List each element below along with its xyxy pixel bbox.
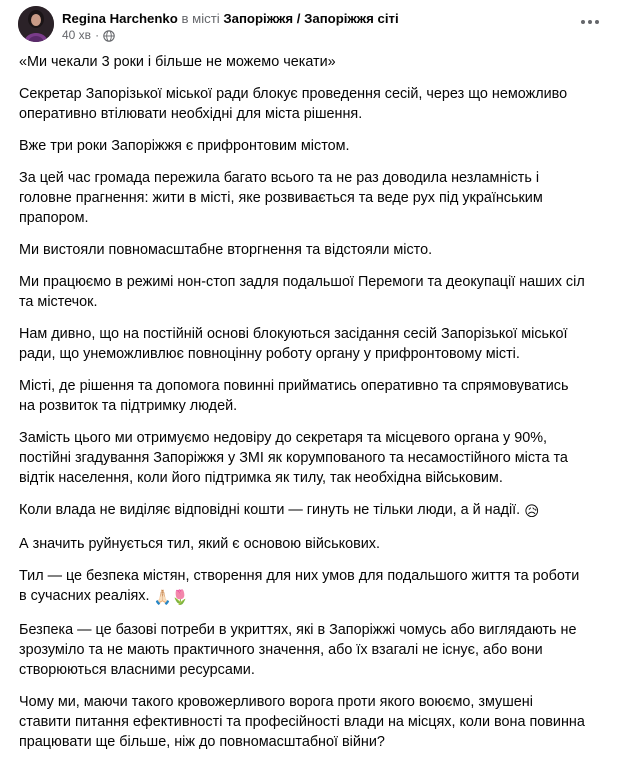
post-meta [62,28,115,43]
post-paragraph: Місті, де рішення та допомога повинні прийматись оперативно та спрямовуватись на розвиток та підтримку людей. [19,378,569,414]
post-paragraph: А значить руйнується тил, який є основою військових. [19,536,380,552]
post-paragraph: Замість цього ми отримуємо недовіру до секретаря та місцевого органа у 90%, постійні згадування Запоріжжя у ЗМІ як корумпованого та несамостійного міста та відтік населення, коли його підтримка як тилу, так необхідна військовим. [19,430,568,486]
post-paragraph: За цей час громада пережила багато всього та не раз доводила незламність і головне прагнення: жити в місті, яке розвивається та веде рух під українським прапором. [19,170,543,226]
paragraph-text: Тил — це безпека містян, створення для них умов для подальшого життя та роботи в сучасних реаліях. [19,568,580,604]
paragraph-text: Коли влада не виділяє відповідні кошти — гинуть не тільки люди, а й надії. [19,502,521,518]
avatar-photo [18,6,54,42]
post-paragraph: Вже три роки Запоріжжя є прифронтовим містом. [19,138,350,154]
post-paragraph: Чому ми, маючи такого кровожерливого ворога проти якого воюємо, змушені ставити питання ефективності та професійності влади на місцях, коли вона повинна працювати ще більше, ніж до повномасштабної війни? [19,694,585,750]
author-name[interactable]: Regina Harchenko [62,11,178,26]
more-options-button[interactable] [576,8,604,36]
post-time[interactable]: 40 хв [62,28,92,42]
more-icon-dot [581,20,585,24]
praying-hands-emoji-icon: 🙏🏻 [153,590,172,606]
sad-face-emoji-icon: 😥 [524,504,540,520]
author-avatar[interactable] [18,6,54,42]
location-prefix: в місті [181,11,220,26]
post-paragraph [19,566,588,608]
dot-separator: · [95,28,100,42]
post-paragraph: Безпека — це базові потреби в укриттях, які в Запоріжжі чомусь або виглядають не зрозуміло та не мають практичного значення, або їх взагалі не існує, або вони створюються власними ресурсами. [19,622,577,678]
author-line [62,10,399,27]
post-header [18,6,608,46]
more-icon-dot [588,20,592,24]
post-paragraph: Ми вистояли повномасштабне вторгнення та відстояли місто. [19,242,433,258]
location-link[interactable]: Запоріжжя / Запоріжжя сіті [223,11,399,26]
more-icon-dot [595,20,599,24]
post-text [19,52,588,764]
post-paragraph: «Ми чекали 3 роки і більше не можемо чекати» [19,54,336,70]
tulip-emoji-icon: 🌷 [171,590,190,606]
post-paragraph [19,500,588,522]
post-paragraph: Нам дивно, що на постійній основі блокуються засідання сесій Запорізької міської ради, що унеможливлює повноцінну роботу органу у прифронтовому місті. [19,326,568,362]
post-paragraph: Ми працюємо в режимі нон-стоп задля подальшої Перемоги та деокупації наших сіл та містечок. [19,274,585,310]
globe-icon [103,30,115,42]
post-paragraph: Секретар Запорізької міської ради блокує проведення сесій, через що неможливо оперативно втілювати необхідні для міста рішення. [19,86,568,122]
